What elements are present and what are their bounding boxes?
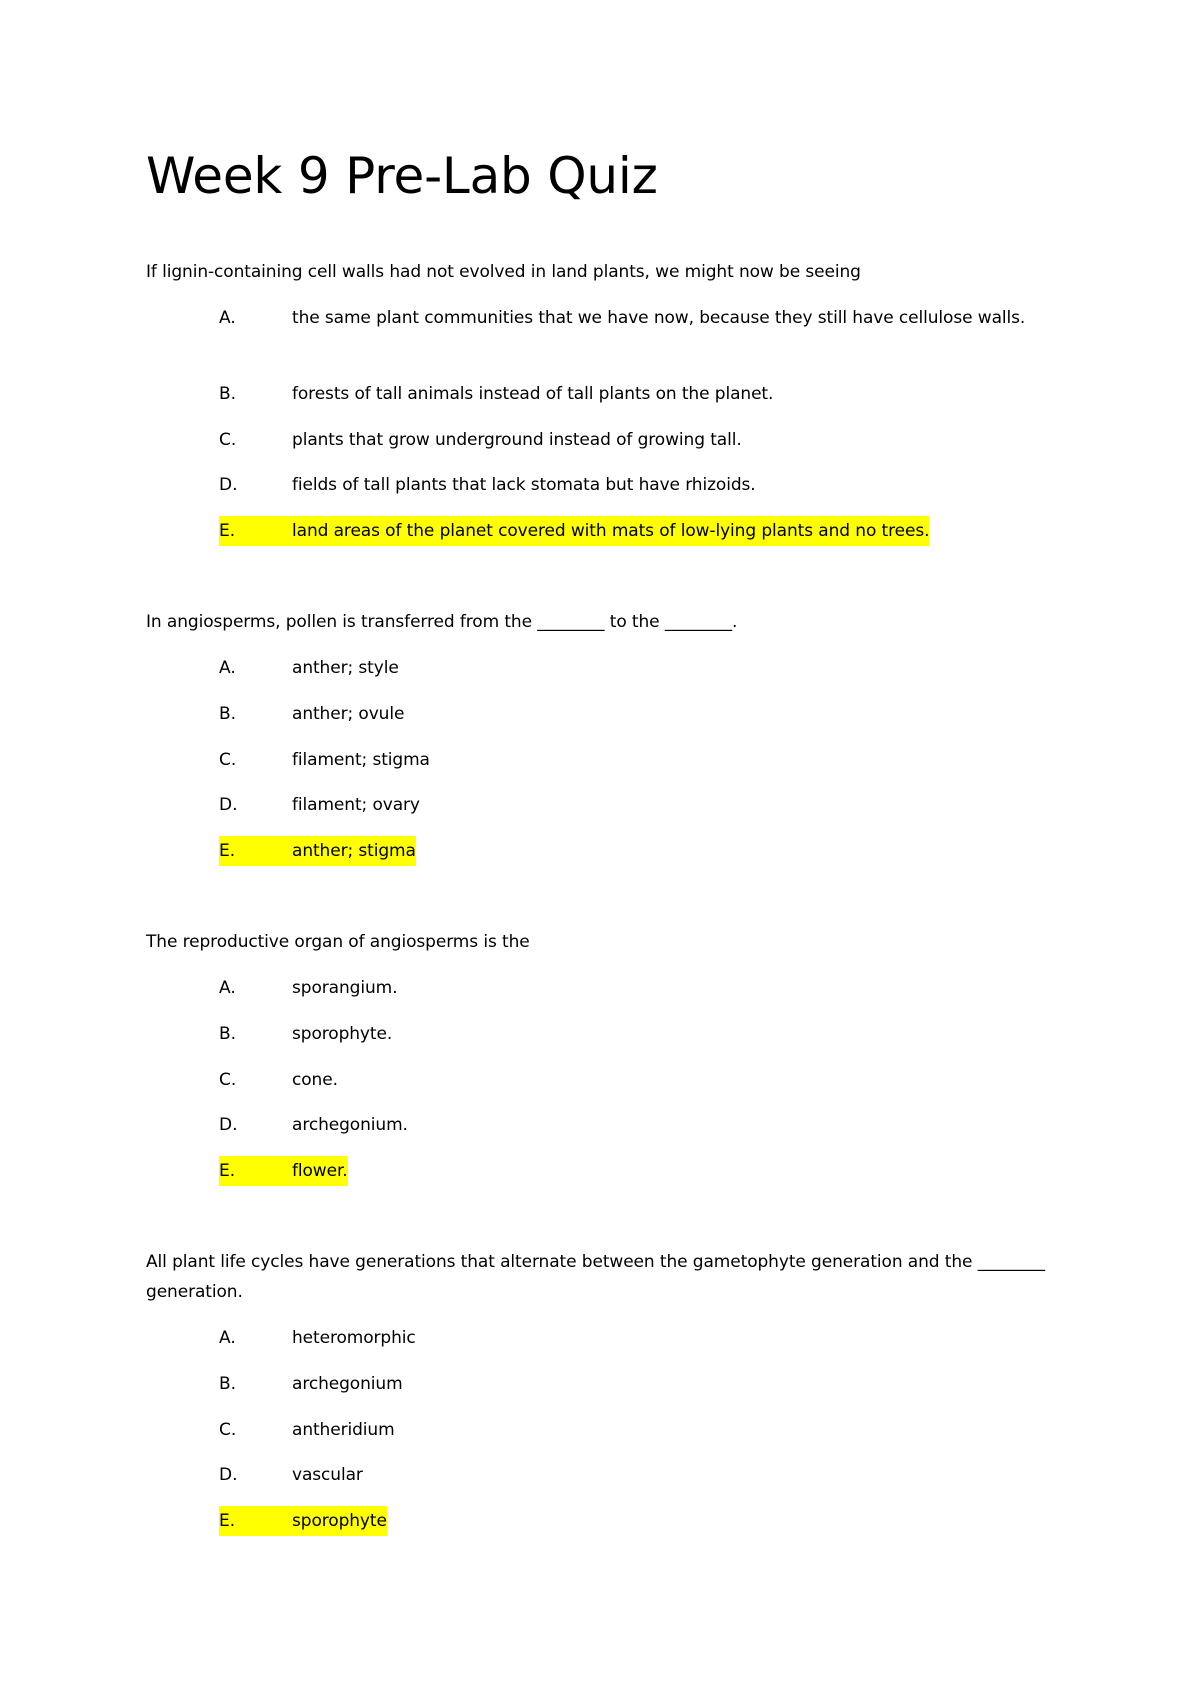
choice-letter: C. bbox=[219, 1070, 237, 1090]
question-2-text: In angiosperms, pollen is transferred from the ________ to the ________. bbox=[146, 612, 738, 632]
choice-letter: E. bbox=[219, 1161, 236, 1181]
choice-text: heteromorphic bbox=[292, 1328, 416, 1348]
question-3-choice-d bbox=[219, 1110, 408, 1140]
choice-letter: C. bbox=[219, 1420, 237, 1440]
question-3-choice-b bbox=[219, 1019, 392, 1049]
choice-letter: A. bbox=[219, 308, 236, 328]
choice-letter: E. bbox=[219, 841, 236, 861]
question-4-choice-c bbox=[219, 1415, 395, 1445]
choice-text: plants that grow underground instead of growing tall. bbox=[292, 430, 742, 450]
question-1-choice-d bbox=[219, 470, 756, 500]
answer-highlight bbox=[219, 1156, 348, 1186]
choice-text: anther; style bbox=[292, 658, 399, 678]
choice-letter: A. bbox=[219, 658, 236, 678]
choice-text: flower. bbox=[292, 1161, 348, 1181]
choice-text: sporangium. bbox=[292, 978, 398, 998]
choice-letter: A. bbox=[219, 978, 236, 998]
choice-text: vascular bbox=[292, 1465, 363, 1485]
choice-text: fields of tall plants that lack stomata but have rhizoids. bbox=[292, 475, 756, 495]
choice-letter: E. bbox=[219, 1511, 236, 1531]
choice-letter: B. bbox=[219, 384, 237, 404]
choice-letter: B. bbox=[219, 1374, 237, 1394]
question-1-choice-c bbox=[219, 425, 742, 455]
choice-text: archegonium. bbox=[292, 1115, 408, 1135]
choice-text: antheridium bbox=[292, 1420, 395, 1440]
question-4-choice-d bbox=[219, 1460, 363, 1490]
choice-letter: D. bbox=[219, 1465, 238, 1485]
question-1-choice-e-correct bbox=[219, 516, 929, 546]
question-4-text: All plant life cycles have generations that alternate between the gametophyte generation and the ________ generation. bbox=[146, 1252, 1045, 1302]
choice-text: archegonium bbox=[292, 1374, 403, 1394]
choice-text: land areas of the planet covered with mats of low-lying plants and no trees. bbox=[292, 521, 930, 541]
question-2-choice-b bbox=[219, 699, 404, 729]
choice-letter: B. bbox=[219, 704, 237, 724]
choice-letter: C. bbox=[219, 750, 237, 770]
question-2-choice-d bbox=[219, 790, 420, 820]
question-3-choice-e-correct bbox=[219, 1156, 348, 1186]
question-1-choice-b bbox=[219, 379, 773, 409]
question-2-choice-c bbox=[219, 745, 430, 775]
choice-text: anther; ovule bbox=[292, 704, 405, 724]
choice-letter: B. bbox=[219, 1024, 237, 1044]
choice-text: filament; ovary bbox=[292, 795, 420, 815]
question-1-choice-a bbox=[219, 303, 1052, 333]
choice-text: sporophyte bbox=[292, 1511, 387, 1531]
choice-letter: D. bbox=[219, 475, 238, 495]
choice-text: anther; stigma bbox=[292, 841, 416, 861]
question-2-choice-e-correct bbox=[219, 836, 416, 866]
answer-highlight bbox=[219, 1506, 387, 1536]
choice-text: forests of tall animals instead of tall plants on the planet. bbox=[292, 384, 774, 404]
choice-letter: D. bbox=[219, 1115, 238, 1135]
question-3-choice-c bbox=[219, 1065, 338, 1095]
question-4-choice-b bbox=[219, 1369, 403, 1399]
question-4-choice-a bbox=[219, 1323, 416, 1353]
choice-letter: A. bbox=[219, 1328, 236, 1348]
choice-text: sporophyte. bbox=[292, 1024, 393, 1044]
choice-letter: E. bbox=[219, 521, 236, 541]
choice-text: the same plant communities that we have now, because they still have cellulose walls. bbox=[292, 308, 1026, 328]
question-4-choice-e-correct bbox=[219, 1506, 387, 1536]
answer-highlight bbox=[219, 516, 929, 546]
question-2-choice-a bbox=[219, 653, 399, 683]
choice-text: filament; stigma bbox=[292, 750, 430, 770]
choice-letter: C. bbox=[219, 430, 237, 450]
choice-letter: D. bbox=[219, 795, 238, 815]
answer-highlight bbox=[219, 836, 416, 866]
choice-text: cone. bbox=[292, 1070, 338, 1090]
page-title: Week 9 Pre-Lab Quiz bbox=[146, 147, 658, 205]
question-3-choice-a bbox=[219, 973, 397, 1003]
question-3-text: The reproductive organ of angiosperms is the bbox=[146, 932, 530, 952]
question-1-text: If lignin-containing cell walls had not evolved in land plants, we might now be seeing bbox=[146, 262, 861, 282]
